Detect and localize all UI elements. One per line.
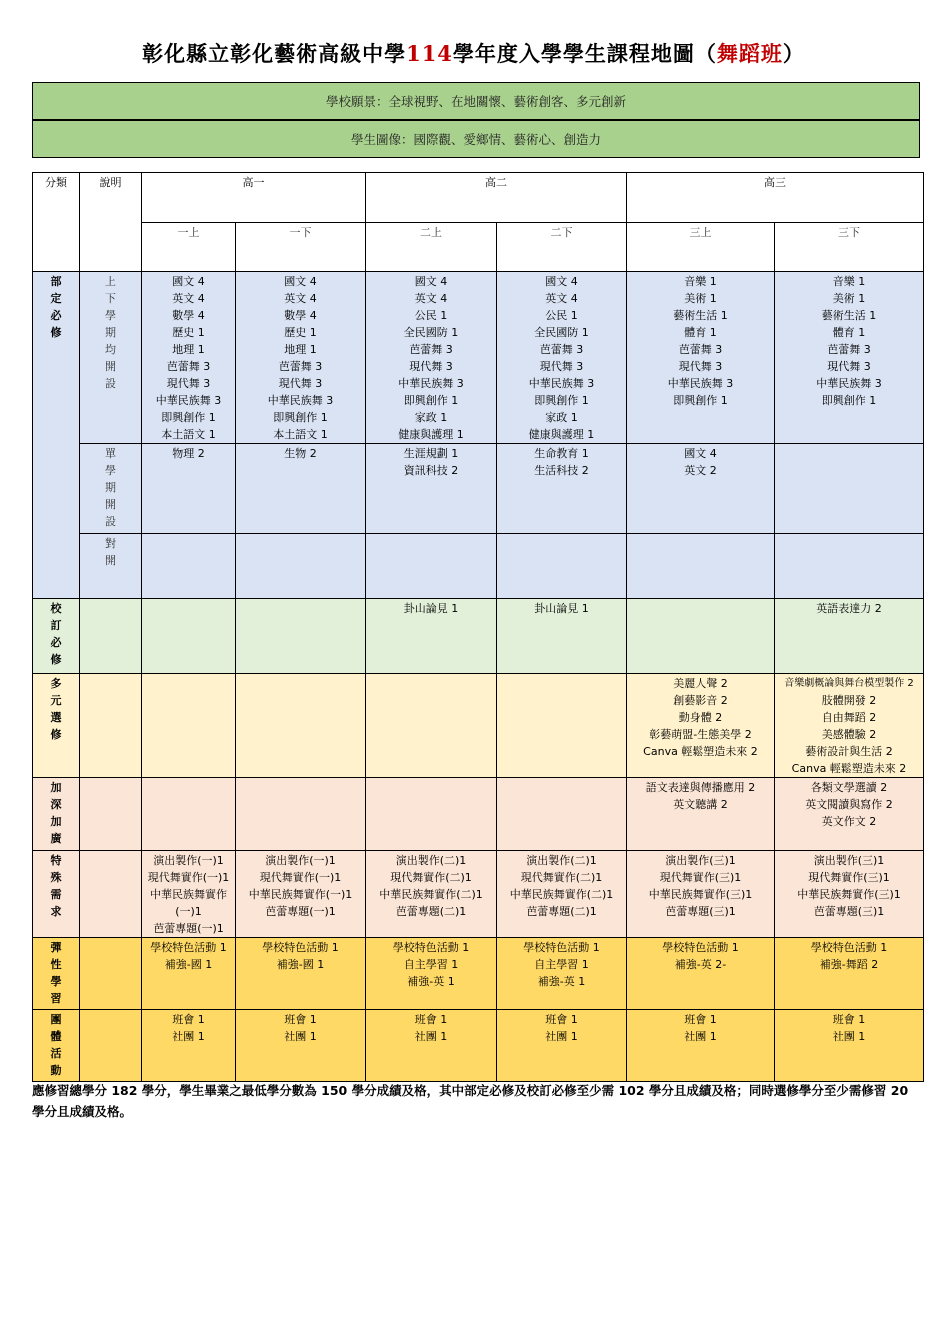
course-cell [142, 674, 236, 778]
course-item: 中華民族舞 3 [155, 394, 222, 407]
course-item: 學校特色活動 1 [392, 941, 470, 954]
course-item: 芭蕾專題(一)1 [153, 922, 224, 935]
course-cell [236, 1010, 366, 1082]
course-map-table [32, 172, 924, 1082]
course-item: Canva 輕鬆塑造未來 2 [643, 745, 758, 758]
course-item: 芭蕾舞 3 [278, 360, 323, 373]
course-item: 即興創作 1 [673, 394, 728, 407]
student-portrait-banner: 學生圖像：國際觀、愛鄉情、藝術心、創造力 [32, 120, 920, 158]
course-item: 中華民族舞實作 [150, 888, 227, 901]
course-item: 肢體開發 2 [821, 694, 877, 707]
header-grade-1: 高一 [142, 173, 366, 223]
course-cell [775, 938, 924, 1010]
course-cell [775, 534, 924, 599]
course-item: 自主學習 1 [403, 958, 459, 971]
course-item: 全民國防 1 [534, 326, 589, 339]
course-item: 中華民族舞實作(二)1 [379, 888, 483, 901]
course-cell [497, 599, 627, 674]
course-item: 公民 1 [414, 309, 448, 322]
explain-cell [80, 674, 142, 778]
course-cell [775, 778, 924, 851]
course-item: 自主學習 1 [534, 958, 589, 971]
course-cell [497, 778, 627, 851]
course-item: 即興創作 1 [273, 411, 328, 424]
course-item: 體育 1 [684, 326, 717, 339]
explain-cell [80, 778, 142, 851]
course-item: 演出製作(二)1 [395, 854, 467, 867]
course-cell [236, 674, 366, 778]
course-item: 現代舞 3 [409, 360, 453, 373]
title-prefix: 彰化縣立彰化藝術高級中學 [142, 41, 407, 66]
course-cell [366, 938, 497, 1010]
course-item: 班會 1 [545, 1013, 578, 1026]
course-item: 英文 4 [414, 292, 448, 305]
course-item: 英語表達力 2 [816, 602, 882, 615]
explain-cell [80, 599, 142, 674]
course-item: 學校特色活動 1 [523, 941, 600, 954]
course-item: 學校特色活動 1 [662, 941, 739, 954]
course-item: 班會 1 [684, 1013, 717, 1026]
category-special: 特殊需求 [33, 851, 80, 938]
course-item: 生活科技 2 [534, 464, 589, 477]
explain-cell [80, 1010, 142, 1082]
header-semester: 一下 [236, 223, 366, 272]
course-item: 卦山論見 1 [403, 602, 459, 615]
course-item: 補強-英 2- [674, 958, 727, 971]
course-item: 芭蕾專題(二)1 [395, 905, 467, 918]
course-item: 班會 1 [414, 1013, 448, 1026]
course-item: 物理 2 [172, 447, 205, 460]
course-item: 國文 4 [172, 275, 205, 288]
title-year: 114 [406, 41, 453, 66]
header-explain: 說明 [80, 173, 142, 272]
course-cell [497, 444, 627, 534]
course-item: 自由舞蹈 2 [821, 711, 877, 724]
course-item: 現代舞實作(一)1 [147, 871, 230, 884]
course-item: 中華民族舞實作(三)1 [797, 888, 901, 901]
title-middle: 學年度入學學生課程地圖（ [452, 41, 717, 66]
course-cell [142, 272, 236, 444]
explain-cell [80, 851, 142, 938]
header-semester: 二上 [366, 223, 497, 272]
course-cell [497, 674, 627, 778]
course-cell [497, 272, 627, 444]
course-item: 本土語文 1 [161, 428, 216, 441]
course-item: 班會 1 [832, 1013, 866, 1026]
course-cell [497, 851, 627, 938]
category-school-required: 校訂必修 [33, 599, 80, 674]
course-item: 芭蕾舞 3 [678, 343, 723, 356]
course-cell [627, 272, 775, 444]
course-item: 生物 2 [284, 447, 317, 460]
course-item: Canva 輕鬆塑造未來 2 [791, 762, 907, 775]
course-item: 芭蕾舞 3 [539, 343, 584, 356]
course-item: 數學 4 [284, 309, 317, 322]
course-item: 學校特色活動 1 [262, 941, 339, 954]
course-cell [236, 534, 366, 599]
course-item: 藝術設計與生活 2 [805, 745, 893, 758]
course-cell [775, 1010, 924, 1082]
explain-single-semester: 單學期開設 [80, 444, 142, 534]
course-item: 現代舞 3 [539, 360, 584, 373]
course-cell [142, 1010, 236, 1082]
course-cell [366, 444, 497, 534]
course-cell [142, 534, 236, 599]
course-cell [142, 599, 236, 674]
course-cell [142, 444, 236, 534]
course-item: 演出製作(一)1 [153, 854, 224, 867]
course-item: 中華民族舞實作(一)1 [248, 888, 353, 901]
course-item: 健康與護理 1 [528, 428, 595, 441]
course-item: 中華民族舞 3 [816, 377, 882, 390]
course-item: 演出製作(三)1 [813, 854, 885, 867]
course-cell [627, 534, 775, 599]
course-item: 現代舞 3 [278, 377, 323, 390]
course-cell [236, 938, 366, 1010]
course-item: 現代舞 3 [827, 360, 871, 373]
course-item: 芭蕾專題(二)1 [526, 905, 597, 918]
page-title [0, 38, 947, 68]
category-group: 團體活動 [33, 1010, 80, 1082]
course-item: 藝術生活 1 [673, 309, 728, 322]
course-cell [236, 778, 366, 851]
course-cell [366, 272, 497, 444]
course-item: 現代舞實作(二)1 [520, 871, 603, 884]
course-item: 地理 1 [284, 343, 317, 356]
course-item: 芭蕾專題(三)1 [813, 905, 885, 918]
course-item: 社團 1 [414, 1030, 448, 1043]
course-item: 社團 1 [172, 1030, 205, 1043]
course-item: 家政 1 [414, 411, 448, 424]
course-cell [236, 599, 366, 674]
credit-requirements-note: 應修習總學分 182 學分，學生畢業之最低學分數為 150 學分成績及格，其中部定必修及校訂必修至少需 102 學分且成績及格；同時選修學分至少需修習 20 學分且成績及格。 [32, 1083, 909, 1119]
course-item: 美術 1 [832, 292, 866, 305]
category-flexible: 彈性學習 [33, 938, 80, 1010]
course-item: 芭蕾專題(三)1 [665, 905, 736, 918]
course-item: 現代舞實作(三)1 [659, 871, 742, 884]
course-item: 卦山論見 1 [534, 602, 589, 615]
course-item: 學校特色活動 1 [150, 941, 227, 954]
course-item: 國文 4 [284, 275, 317, 288]
course-cell [142, 778, 236, 851]
course-item: 各類文學選讀 2 [810, 781, 888, 794]
course-item: 英文 4 [284, 292, 317, 305]
course-item: 健康與護理 1 [398, 428, 464, 441]
course-item: 英文閱讀與寫作 2 [805, 798, 893, 811]
course-item: 社團 1 [284, 1030, 317, 1043]
course-item: 語文表達與傳播應用 2 [645, 781, 756, 794]
course-item: 演出製作(二)1 [526, 854, 597, 867]
course-cell [627, 1010, 775, 1082]
course-item: 即興創作 1 [403, 394, 459, 407]
course-cell [366, 778, 497, 851]
course-item: 中華民族舞 3 [528, 377, 595, 390]
course-item: 英文聽講 2 [673, 798, 728, 811]
category-advanced: 加深加廣 [33, 778, 80, 851]
course-item: (一)1 [175, 905, 202, 918]
course-item: 現代舞實作(二)1 [390, 871, 472, 884]
course-cell [366, 1010, 497, 1082]
course-cell [142, 851, 236, 938]
course-cell [366, 599, 497, 674]
course-item: 芭蕾舞 3 [409, 343, 453, 356]
title-suffix: ） [782, 41, 805, 66]
course-item: 中華民族舞 3 [398, 377, 464, 390]
course-item: 公民 1 [545, 309, 578, 322]
course-item: 班會 1 [172, 1013, 205, 1026]
course-item: 演出製作(三)1 [665, 854, 736, 867]
course-cell [236, 444, 366, 534]
category-required: 部定必修 [33, 272, 80, 599]
course-cell [627, 599, 775, 674]
course-item: 班會 1 [284, 1013, 317, 1026]
course-item: 動身體 2 [678, 711, 723, 724]
course-item: 芭蕾舞 3 [166, 360, 211, 373]
course-cell [366, 674, 497, 778]
course-item: 社團 1 [545, 1030, 578, 1043]
course-cell [775, 272, 924, 444]
title-program: 舞蹈班 [716, 41, 783, 66]
course-item: 補強-舞蹈 2 [819, 958, 879, 971]
course-item: 補強-國 1 [164, 958, 213, 971]
course-cell [627, 938, 775, 1010]
course-cell [366, 851, 497, 938]
course-item: 即興創作 1 [161, 411, 216, 424]
course-cell [627, 674, 775, 778]
course-cell [366, 534, 497, 599]
course-item: 歷史 1 [284, 326, 317, 339]
header-semester: 三上 [627, 223, 775, 272]
header-semester: 三下 [775, 223, 924, 272]
explain-both-semesters: 上下學期均開設 [80, 272, 142, 444]
explain-paired: 對開 [80, 534, 142, 599]
header-category: 分類 [33, 173, 80, 272]
course-item: 中華民族舞實作(二)1 [509, 888, 614, 901]
course-cell [627, 444, 775, 534]
course-item: 即興創作 1 [821, 394, 877, 407]
course-item: 本土語文 1 [273, 428, 328, 441]
course-item: 社團 1 [832, 1030, 866, 1043]
course-item: 補強-國 1 [276, 958, 325, 971]
course-item: 演出製作(一)1 [265, 854, 336, 867]
course-cell [775, 851, 924, 938]
explain-cell [80, 938, 142, 1010]
course-cell [497, 1010, 627, 1082]
header-grade-3: 高三 [627, 173, 924, 223]
course-item: 英文 4 [545, 292, 578, 305]
course-cell [142, 938, 236, 1010]
course-item: 中華民族舞 3 [667, 377, 734, 390]
course-item: 美術 1 [684, 292, 717, 305]
course-item: 資訊科技 2 [403, 464, 459, 477]
course-item: 芭蕾舞 3 [827, 343, 871, 356]
course-item: 彰藝萌盟-生態美學 2 [649, 728, 752, 741]
course-item: 美麗人聲 2 [673, 677, 728, 690]
course-item: 中華民族舞 3 [267, 394, 334, 407]
school-vision-banner: 學校願景：全球視野、在地關懷、藝術創客、多元創新 [32, 82, 920, 120]
course-cell [497, 938, 627, 1010]
course-item: 學校特色活動 1 [810, 941, 888, 954]
course-cell [775, 444, 924, 534]
course-item: 家政 1 [545, 411, 578, 424]
course-item: 數學 4 [172, 309, 205, 322]
course-cell [627, 778, 775, 851]
course-item: 全民國防 1 [403, 326, 459, 339]
course-item: 生涯規劃 1 [403, 447, 459, 460]
course-item: 社團 1 [684, 1030, 717, 1043]
header-semester: 一上 [142, 223, 236, 272]
course-cell [236, 272, 366, 444]
course-item: 國文 4 [545, 275, 578, 288]
course-item: 音樂 1 [832, 275, 866, 288]
header-semester: 二下 [497, 223, 627, 272]
course-cell [236, 851, 366, 938]
course-item: 國文 4 [414, 275, 448, 288]
course-item: 國文 4 [684, 447, 717, 460]
course-cell [775, 674, 924, 778]
course-item: 現代舞 3 [166, 377, 211, 390]
course-item: 現代舞實作(一)1 [259, 871, 342, 884]
course-item: 英文 4 [172, 292, 205, 305]
course-item: 現代舞實作(三)1 [808, 871, 890, 884]
course-item: 藝術生活 1 [821, 309, 877, 322]
course-item: 音樂 1 [684, 275, 717, 288]
course-item: 英文作文 2 [821, 815, 877, 828]
course-item: 美感體驗 2 [821, 728, 877, 741]
course-item: 體育 1 [832, 326, 866, 339]
course-item: 生命教育 1 [534, 447, 589, 460]
course-item: 即興創作 1 [534, 394, 589, 407]
course-item: 英文 2 [684, 464, 717, 477]
course-item: 地理 1 [172, 343, 205, 356]
course-item: 歷史 1 [172, 326, 205, 339]
course-cell [627, 851, 775, 938]
course-item: 補強-英 1 [407, 975, 455, 988]
category-elective: 多元選修 [33, 674, 80, 778]
course-cell [497, 534, 627, 599]
course-item: 芭蕾專題(一)1 [265, 905, 336, 918]
course-item: 現代舞 3 [678, 360, 723, 373]
course-item: 音樂劇概論與舞台模型製作 2 [784, 678, 914, 689]
course-item: 補強-英 1 [537, 975, 586, 988]
course-cell [775, 599, 924, 674]
course-item: 中華民族舞實作(三)1 [648, 888, 753, 901]
header-grade-2: 高二 [366, 173, 627, 223]
course-item: 創藝影音 2 [673, 694, 728, 707]
